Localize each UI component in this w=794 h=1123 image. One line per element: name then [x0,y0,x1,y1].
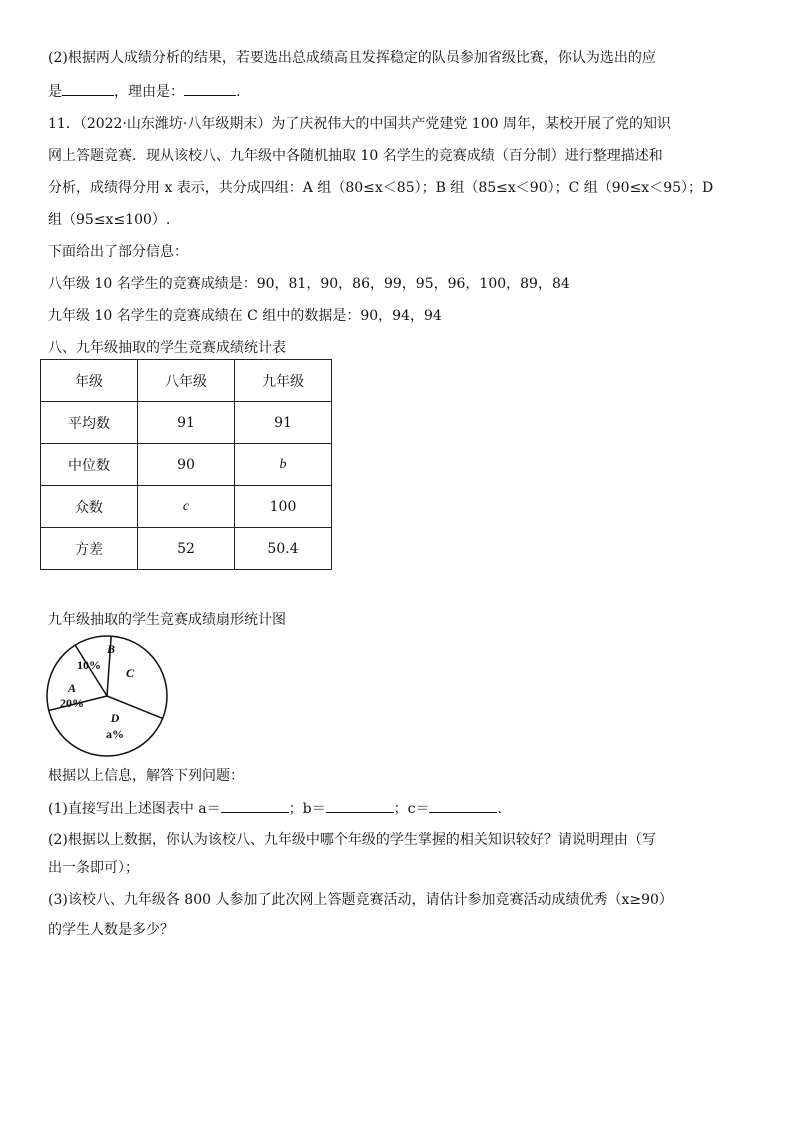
pie-chart [44,632,174,762]
prev-question-line2 [48,81,240,102]
question-3-line2: 的学生人数是多少？ [48,922,174,938]
table-cell: 50.4 [235,528,332,570]
table-cell: 90 [138,444,235,486]
problem-line1: 11．（2022·山东潍坊·八年级期末）为了庆祝伟大的中国共产党建党 100 周年，某校开展了党的知识 [48,116,671,132]
prev-question-line1: (2)根据两人成绩分析的结果，若要选出总成绩高且发挥稳定的队员参加省级比赛，你认为选出的应 [48,50,656,66]
table-cell: 众数 [41,486,138,528]
slice-label-b: B [106,642,116,656]
q1-b: ；b＝ [288,801,326,817]
table-row [41,528,332,570]
grade8-scores: 八年级 10 名学生的竞赛成绩是：90，81，90，86，99，95，96，100，89，84 [48,276,570,292]
table-cell: 91 [138,402,235,444]
table-row [41,486,332,528]
question-2-line2: 出一条即可）； [48,860,139,876]
info-intro: 下面给出了部分信息： [48,244,188,260]
problem-line2: 网上答题竞赛．现从该校八、九年级中各随机抽取 10 名学生的竞赛成绩（百分制）进行整理描述和 [48,148,663,164]
slice-label-c: C [125,666,135,680]
table-cell: 年级 [41,360,138,402]
table-title: 八、九年级抽取的学生竞赛成绩统计表 [48,340,286,356]
stats-table [40,359,332,570]
q1-d: . [497,801,502,817]
table-cell: b [235,444,332,486]
pie-chart-title: 九年级抽取的学生竞赛成绩扇形统计图 [48,612,286,628]
table-cell: 方差 [41,528,138,570]
table-cell: 100 [235,486,332,528]
slice-pct-d: a% [106,727,124,741]
table-cell: 91 [235,402,332,444]
problem-line3: 分析，成绩得分用 x 表示，共分成四组：A 组（80≤x＜85）；B 组（85≤x＜90）；C 组（90≤x＜95）；D [48,180,714,196]
answer-blank-b [326,798,394,813]
table-cell: 九年级 [235,360,332,402]
answer-blank-a [221,798,289,813]
table-row [41,444,332,486]
slice-label-a: A [67,681,77,695]
prev-line2-b: ，理由是： [114,84,184,100]
question-1 [48,798,502,819]
table-cell: 中位数 [41,444,138,486]
prev-line2-a: 是 [48,84,62,100]
slice-pct-a: 20% [60,696,84,710]
questions-intro: 根据以上信息，解答下列问题： [48,768,244,784]
problem-line4: 组（95≤x≤100）. [48,212,171,228]
q1-a: (1)直接写出上述图表中 a＝ [48,801,221,817]
table-cell: 平均数 [41,402,138,444]
question-2-line1: (2)根据以上数据，你认为该校八、九年级中哪个年级的学生掌握的相关知识较好？请说明理由（写 [48,832,656,848]
table-cell: c [138,486,235,528]
slice-label-d: D [110,711,120,725]
slice-pct-b: 10% [77,658,101,672]
grade9-c-group: 九年级 10 名学生的竞赛成绩在 C 组中的数据是：90，94，94 [48,308,442,324]
answer-blank [184,81,236,96]
table-header-row [41,360,332,402]
answer-blank-c [429,798,497,813]
table-row [41,402,332,444]
table-cell: 八年级 [138,360,235,402]
table-cell: 52 [138,528,235,570]
question-3-line1: (3)该校八、九年级各 800 人参加了此次网上答题竞赛活动，请估计参加竞赛活动成绩优秀（x≥90） [48,892,673,908]
prev-line2-c: . [236,84,241,100]
q1-c: ；c＝ [393,801,430,817]
answer-blank [62,81,114,96]
